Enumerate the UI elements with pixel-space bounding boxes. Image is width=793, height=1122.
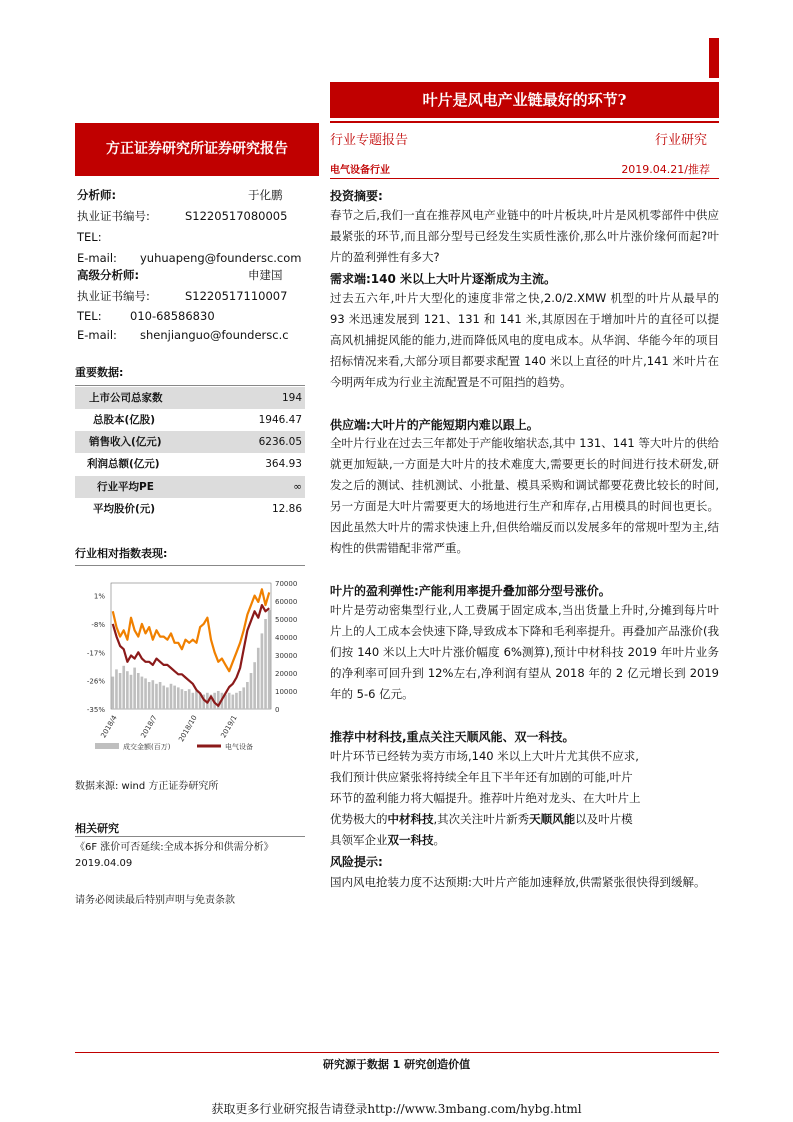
- x-tick-label: 2018/4: [99, 714, 119, 740]
- divider: [75, 385, 305, 386]
- report-title: 叶片是风电产业链最好的环节?: [330, 82, 719, 118]
- email-label: E-mail:: [77, 251, 117, 265]
- key-data-row: 销售收入(亿元) 6236.05: [75, 431, 305, 453]
- volume-bar: [246, 682, 249, 709]
- volume-bar: [133, 668, 136, 709]
- related-title: 相关研究: [75, 822, 119, 835]
- volume-bar: [242, 687, 245, 709]
- volume-bar: [155, 684, 158, 709]
- email-label: E-mail:: [77, 328, 117, 342]
- summary-title: 投资摘要:: [330, 189, 383, 203]
- license-number: S1220517110007: [185, 289, 288, 303]
- volume-bar: [119, 673, 122, 709]
- volume-bar: [239, 691, 242, 709]
- index-section-title: 行业相对指数表现:: [75, 547, 168, 560]
- volume-bar: [268, 610, 271, 709]
- x-tick-label: 2018/10: [177, 714, 199, 744]
- divider: [75, 836, 305, 837]
- key-data-row: 平均股价(元) 12.86: [93, 503, 302, 515]
- analyst-role: 分析师:: [77, 188, 117, 202]
- related-report-link[interactable]: 《6F 涨价可否延续:全成本拆分和供需分析》2019.04.09: [75, 842, 274, 869]
- source-url-link[interactable]: 获取更多行业研究报告请登录http://www.3mbang.com/hybg.html: [211, 1102, 582, 1116]
- legend-swatch-volume: [95, 743, 119, 749]
- industry-label: 电气设备行业: [330, 165, 390, 176]
- volume-bar: [130, 675, 133, 709]
- license-label: 执业证书编号:: [77, 289, 150, 303]
- license-label: 执业证书编号:: [77, 209, 150, 223]
- volume-bar: [115, 669, 118, 709]
- footer-rule: [75, 1052, 719, 1053]
- volume-bar: [173, 686, 176, 709]
- risk-paragraph: 国内风电抢装力度不达预期:大叶片产能加速释放,供需紧张很快得到缓解。: [330, 875, 706, 889]
- y-left-tick-label: -35%: [86, 706, 105, 714]
- volume-bar: [264, 619, 267, 709]
- y-right-tick-label: 70000: [275, 580, 298, 588]
- benchmark-line: [113, 589, 269, 671]
- profit-paragraph: 叶片是劳动密集型行业,人工费属于固定成本,当出货量上升时,分摊到每片叶片上的人工成本会快速下降,导致成本下降和毛利率提升。再叠加产品涨价(我们按 140 米以上大叶片涨价幅度 6%测算),预计中材科技 2019 年叶片业务的净利率可回升到 12%左右,净利润有望从 2018 年的 2 亿元增长到 2019 年的 5-6 亿元。: [330, 603, 719, 701]
- analyst-role: 高级分析师:: [77, 268, 140, 282]
- y-right-tick-label: 50000: [275, 616, 298, 624]
- volume-bar: [122, 666, 125, 709]
- key-data-row: 上市公司总家数 194: [75, 387, 305, 409]
- y-left-tick-label: -26%: [86, 677, 105, 686]
- analyst-name: 于化鹏: [248, 188, 283, 202]
- volume-bar: [192, 693, 195, 709]
- recommend-line: 优势极大的中材科技,其次关注叶片新秀天顺风能以及叶片模: [330, 812, 633, 826]
- y-right-tick-label: 40000: [275, 634, 298, 642]
- y-left-tick-label: 1%: [93, 592, 105, 601]
- volume-bar: [195, 691, 198, 709]
- volume-bar: [166, 687, 169, 709]
- section-heading-demand: 需求端:140 米以上大叶片逐渐成为主流。: [330, 272, 557, 286]
- volume-bar: [181, 689, 184, 709]
- report-category: 行业研究: [655, 133, 708, 148]
- x-tick-label: 2018/7: [139, 714, 159, 740]
- summary-paragraph: 春节之后,我们一直在推荐风电产业链中的叶片板块,叶片是风机零部件中供应最紧张的环节,而且部分型号已经发生实质性涨价,那么叶片涨价缘何而起?叶片的盈利弹性有多大?: [330, 208, 719, 264]
- legend-label: 电气设备: [225, 743, 253, 751]
- risk-title: 风险提示:: [330, 855, 383, 869]
- recommend-line: 具领军企业双一科技。: [330, 833, 445, 847]
- section-heading-recommend: 推荐中材科技,重点关注天顺风能、双一科技。: [330, 730, 575, 744]
- supply-paragraph: 全叶片行业在过去三年都处于产能收缩状态,其中 131、141 等大叶片的供给就更加短缺,一方面是大叶片的技术难度大,需要更长的时间进行技术研发,研发之后的测试、挂机测试、小批量、模具采购和调试都要花费比较长的时间,另一方面是大叶片需要更大的场地进行生产和库存,占用模具的时间也更长。因此虽然大叶片的需求快速上升,但供给端反而以发展多年的常规叶型为主,结构性的供需错配非常严重。: [330, 436, 719, 555]
- header-accent-bar: [709, 38, 719, 78]
- volume-bar: [188, 689, 191, 709]
- report-type: 行业专题报告: [330, 133, 409, 148]
- x-tick-label: 2019/1: [219, 714, 239, 740]
- tel-number: 010-68586830: [130, 309, 215, 323]
- demand-paragraph: 过去五六年,叶片大型化的速度非常之快,2.0/2.XMW 机型的叶片从最早的 93 米迅速发展到 121、131 和 141 米,其原因在于增加叶片的直径可以提高风机捕捉风能的能力,进而降低风电的度电成本。从华润、华能今年的项目招标情况来看,大部分项目都要求配置 140 米以上直径的叶片,141 米叶片在今明两年成为行业主流配置是不可阻挡的趋势。: [330, 291, 719, 389]
- license-number: S1220517080005: [185, 209, 288, 223]
- email-link[interactable]: shenjianguo@foundersc.c: [140, 328, 289, 342]
- volume-bar: [112, 677, 115, 709]
- date-rating: 2019.04.21/推荐: [621, 163, 710, 176]
- y-right-tick-label: 0: [275, 706, 280, 714]
- y-right-tick-label: 10000: [275, 688, 298, 696]
- y-right-tick-label: 30000: [275, 652, 298, 660]
- y-left-tick-label: -8%: [91, 620, 105, 629]
- volume-bar: [159, 682, 162, 709]
- recommend-line: 环节的盈利能力将大幅提升。推荐叶片绝对龙头、在大叶片上: [330, 791, 641, 805]
- volume-bar: [250, 673, 253, 709]
- tel-label: TEL:: [77, 230, 102, 244]
- tel-label: TEL:: [77, 309, 102, 323]
- volume-bar: [177, 687, 180, 709]
- volume-bar: [184, 691, 187, 709]
- volume-bar: [232, 695, 235, 709]
- disclaimer-note: 请务必阅读最后特别声明与免责条款: [75, 895, 235, 906]
- volume-bar: [162, 686, 165, 709]
- footer-tagline: 研究源于数据 1 研究创造价值: [322, 1058, 471, 1071]
- relative-index-chart: [75, 577, 315, 762]
- volume-bar: [141, 677, 144, 709]
- y-right-tick-label: 60000: [275, 598, 298, 606]
- recommend-line: 叶片环节已经转为卖方市场,140 米以上大叶片尤其供不应求,: [330, 749, 639, 763]
- legend-label: 成交金额(百万): [123, 743, 171, 751]
- volume-bar: [148, 682, 151, 709]
- key-data-title: 重要数据:: [75, 366, 124, 379]
- volume-bar: [228, 693, 231, 709]
- divider: [330, 178, 719, 179]
- volume-bar: [144, 678, 147, 709]
- chart-source: 数据来源: wind 方正证券研究所: [75, 781, 219, 792]
- analyst-name: 申建国: [248, 268, 283, 282]
- y-left-tick-label: -17%: [86, 649, 105, 658]
- volume-bar: [261, 633, 264, 709]
- section-heading-profit: 叶片的盈利弹性:产能利用率提升叠加部分型号涨价。: [330, 584, 611, 598]
- volume-bar: [152, 680, 155, 709]
- volume-bar: [126, 671, 129, 709]
- email-link[interactable]: yuhuapeng@foundersc.com: [140, 251, 302, 265]
- title-underline: [330, 121, 719, 123]
- brand-banner: 方正证券研究所证券研究报告: [75, 123, 319, 176]
- key-data-row: 行业平均PE ∞: [75, 476, 305, 498]
- volume-bar: [257, 648, 260, 709]
- volume-bar: [170, 684, 173, 709]
- y-right-tick-label: 20000: [275, 670, 298, 678]
- divider: [75, 565, 305, 566]
- volume-bar: [253, 662, 256, 709]
- volume-bar: [235, 693, 238, 709]
- section-heading-supply: 供应端:大叶片的产能短期内难以跟上。: [330, 418, 539, 432]
- key-data-row: 总股本(亿股) 1946.47: [93, 414, 302, 426]
- key-data-row: 利润总额(亿元) 364.93: [87, 458, 302, 470]
- recommend-line: 我们预计供应紧张将持续全年且下半年还有加剧的可能,叶片: [330, 770, 633, 784]
- volume-bar: [137, 673, 140, 709]
